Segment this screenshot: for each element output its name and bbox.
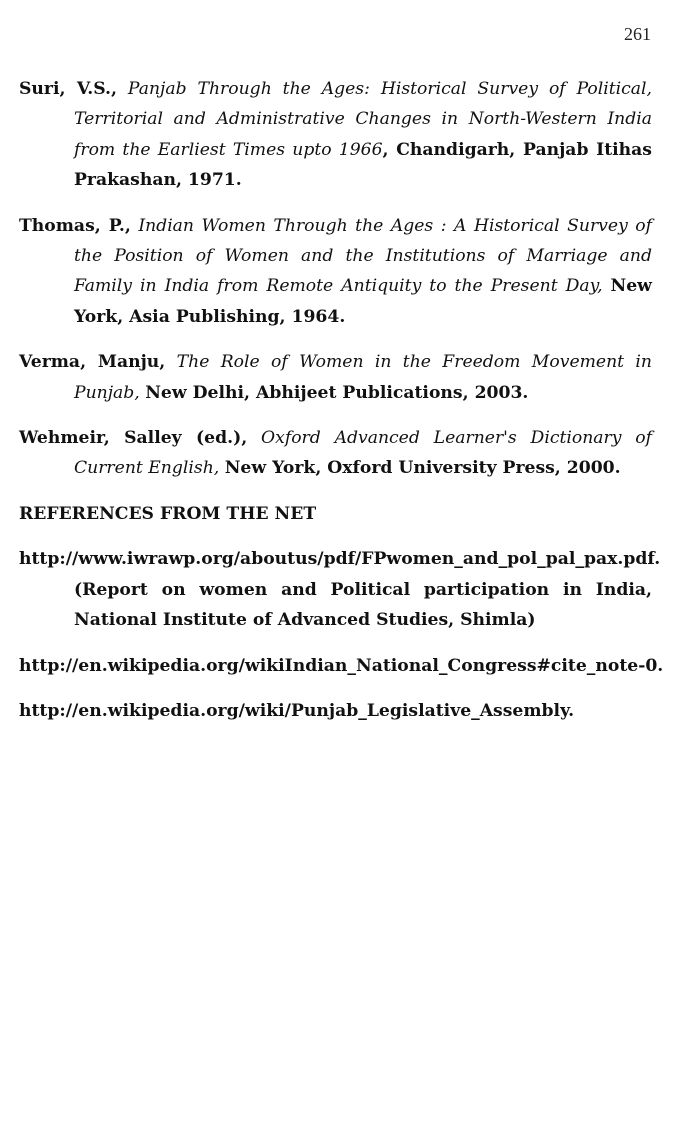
entry-author: Wehmeir, Salley (ed.), (19, 428, 248, 449)
net-reference-url[interactable]: http://en.wikipedia.org/wikiIndian_National_Congress#cite_note-0. (19, 655, 664, 676)
bibliography-entry (19, 423, 652, 484)
entry-title: Panjab Through the Ages: Historical Survey of Political, Territorial and Administrative Changes in North-Western India from the Earliest Times upto 1966 (74, 79, 653, 160)
entry-title: Oxford Advanced Learner's Dictionary of Current English, (74, 428, 653, 479)
bibliography-entry (19, 347, 652, 408)
references-content (19, 74, 664, 741)
entry-author: Thomas, P., (19, 215, 131, 236)
net-reference-note: (Report on women and Political participation in India, National Institute of Advanced Studies, Shimla) (74, 579, 652, 631)
bibliography-entry (19, 211, 652, 333)
net-reference-url[interactable]: http://en.wikipedia.org/wiki/Punjab_Legislative_Assembly. (19, 700, 575, 721)
net-reference-entry (19, 544, 661, 635)
net-reference-entry (19, 651, 664, 681)
entry-publication: New Delhi, Abhijeet Publications, 2003. (145, 382, 529, 403)
bibliography-entry (19, 74, 652, 196)
page-number: 261 (624, 24, 651, 44)
entry-publication: New York, Oxford University Press, 2000. (224, 458, 621, 479)
net-reference-entry (19, 696, 652, 726)
entry-title: The Role of Women in the Freedom Movement in Punjab, (74, 352, 652, 403)
net-references-heading: REFERENCES FROM THE NET (19, 503, 317, 524)
entry-title: Indian Women Through the Ages : A Historical Survey of the Position of Women and the Institutions of Marriage and Family in India from Remote Antiquity to the Present Day, (74, 215, 652, 297)
entry-author: Suri, V.S., (19, 79, 117, 99)
entry-publication: New York, Asia Publishing, 1964. (74, 276, 652, 327)
net-reference-url[interactable]: http://www.iwrawp.org/aboutus/pdf/FPwomen_and_pol_pal_pax.pdf. (19, 549, 661, 570)
entry-author: Verma, Manju, (19, 352, 166, 373)
entry-publication: , Chandigarh, Panjab Itihas Prakashan, 1971. (74, 139, 652, 191)
